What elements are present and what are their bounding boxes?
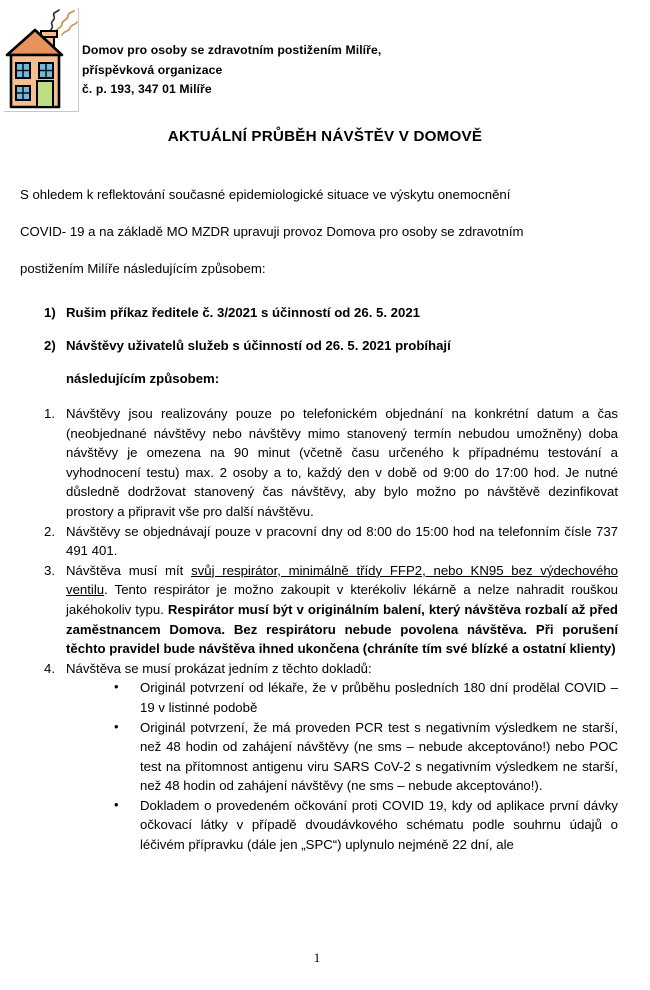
list-marker: 2) xyxy=(44,338,56,353)
text-segment-plain: . Tento respirátor je možno zakoupit v kterékoliv lékárně a nelze nahradit rouškou jakéhokoliv typu. xyxy=(66,582,618,617)
organization-name-line-1: Domov pro osoby se zdravotním postižením Milíře, xyxy=(82,43,382,57)
primary-ordered-list xyxy=(20,296,618,395)
numbered-item-text: Návštěvy jsou realizovány pouze po telefonickém objednání na konkrétní datum a čas (neobjednané návštěvy nebo návštěvy mimo stanovený termín nebudou umožněny) doba návštěvy je omezena na 90 minut (včetně času určeného k případnému testování a vyhodnocení testu) max. 2 osoby a to, každý den v době od 9:00 do 17:00 hod. Je nutné důsledně dodržovat stanovený čas návštěvy, aby bylo možno po návštěvě dezinfikovat prostory a připravit vše pro další návštěvu. xyxy=(66,406,618,519)
numbered-item-2 xyxy=(20,522,618,561)
organization-address-line: č. p. 193, 347 01 Milíře xyxy=(82,82,212,96)
intro-line-1: S ohledem k reflektování současné epidemiologické situace ve výskytu onemocnění xyxy=(20,187,511,202)
list-item-text: Návštěvy uživatelů služeb s účinností od 26. 5. 2021 probíhají xyxy=(66,338,451,353)
numbered-item-text xyxy=(66,561,618,659)
text-segment-underlined: svůj respirátor, minimálně třídy FFP2, nebo KN95 bez výdechového ventilu xyxy=(66,562,618,598)
list-item-text: Rušim příkaz ředitele č. 3/2021 s účinností od 26. 5. 2021 xyxy=(66,305,421,320)
bullet-item-text: Dokladem o provedeném očkování proti COVID 19, kdy od aplikace první dávky očkovací látky v případě dvoudávkového schématu podle souhrnu údajů o léčivém přípravku (dále jen „SPC“) uplynulo nejméně 22 dní, ale xyxy=(140,797,618,853)
list-item xyxy=(20,329,618,395)
organization-logo xyxy=(4,8,79,112)
numbered-item-1 xyxy=(20,404,618,522)
bullet-point-icon: • xyxy=(114,718,119,734)
page-title: AKTUÁLNÍ PRŮBĚH NÁVŠTĚV V DOMOVĚ xyxy=(167,128,483,145)
bullet-point-icon: • xyxy=(114,796,119,812)
intro-line-2: COVID- 19 a na základě MO MZDR upravuji provoz Domova pro osoby se zdravotním xyxy=(20,224,524,239)
bullet-point-icon: • xyxy=(114,679,119,695)
page-number: 1 xyxy=(313,950,321,965)
numbered-item-text: Návštěvy se objednávají pouze v pracovní dny od 8:00 do 15:00 hod na telefonním čísle 737 491 401. xyxy=(66,523,618,559)
house-with-chimney-icon xyxy=(4,8,78,110)
document-bullet-list xyxy=(66,678,618,854)
list-item xyxy=(20,296,618,329)
document-header xyxy=(0,0,650,115)
bullet-item-text: Originál potvrzení od lékaře, že v průběhu posledních 180 dní prodělal COVID – 19 v listinné podobě xyxy=(140,680,618,715)
text-segment-plain: Návštěva musí mít xyxy=(66,562,192,578)
bullet-item-text: Originál potvrzení, že má proveden PCR test s negativním výsledkem ne starší, než 48 hodin od zahájení návštěvy (ne sms – nebude akceptováno!) nebo POC test na přítomnost antigenu viru SARS CoV-2 s negativním výsledkem ne starší, než 48 hodin od zahájení návštěvy (ne sms – nebude akceptováno!). xyxy=(140,719,618,794)
organization-name-line-2: příspěvková organizace xyxy=(82,62,223,77)
text-segment-bold: Respirátor musí být v originálním balení, který návštěva rozbalí až před zaměstnancem Domova. Bez respirátoru nebude povolena návštěva. Při porušení těchto pravidel bude návštěva ihned ukončena (chráníte tím své blízké a ostatní klienty) xyxy=(66,601,618,657)
bullet-list-item xyxy=(112,796,618,855)
list-marker: 1. xyxy=(44,406,55,421)
list-marker: 3. xyxy=(44,562,55,578)
bullet-list-item xyxy=(112,678,618,717)
numbered-item-text: Návštěva se musí prokázat jedním z těchto dokladů: xyxy=(66,660,372,676)
list-marker: 1) xyxy=(44,305,56,320)
bullet-list-item xyxy=(112,718,618,796)
list-marker: 4. xyxy=(44,660,55,676)
detail-ordered-list xyxy=(20,404,618,855)
organization-name-block xyxy=(82,41,502,100)
intro-paragraph xyxy=(20,176,618,287)
numbered-item-4 xyxy=(20,659,618,855)
intro-line-3: postižením Milíře následujícím způsobem: xyxy=(20,261,266,276)
list-marker: 2. xyxy=(44,523,55,539)
list-item-text-continuation: následujícím způsobem: xyxy=(66,371,220,386)
numbered-item-3 xyxy=(20,561,618,659)
